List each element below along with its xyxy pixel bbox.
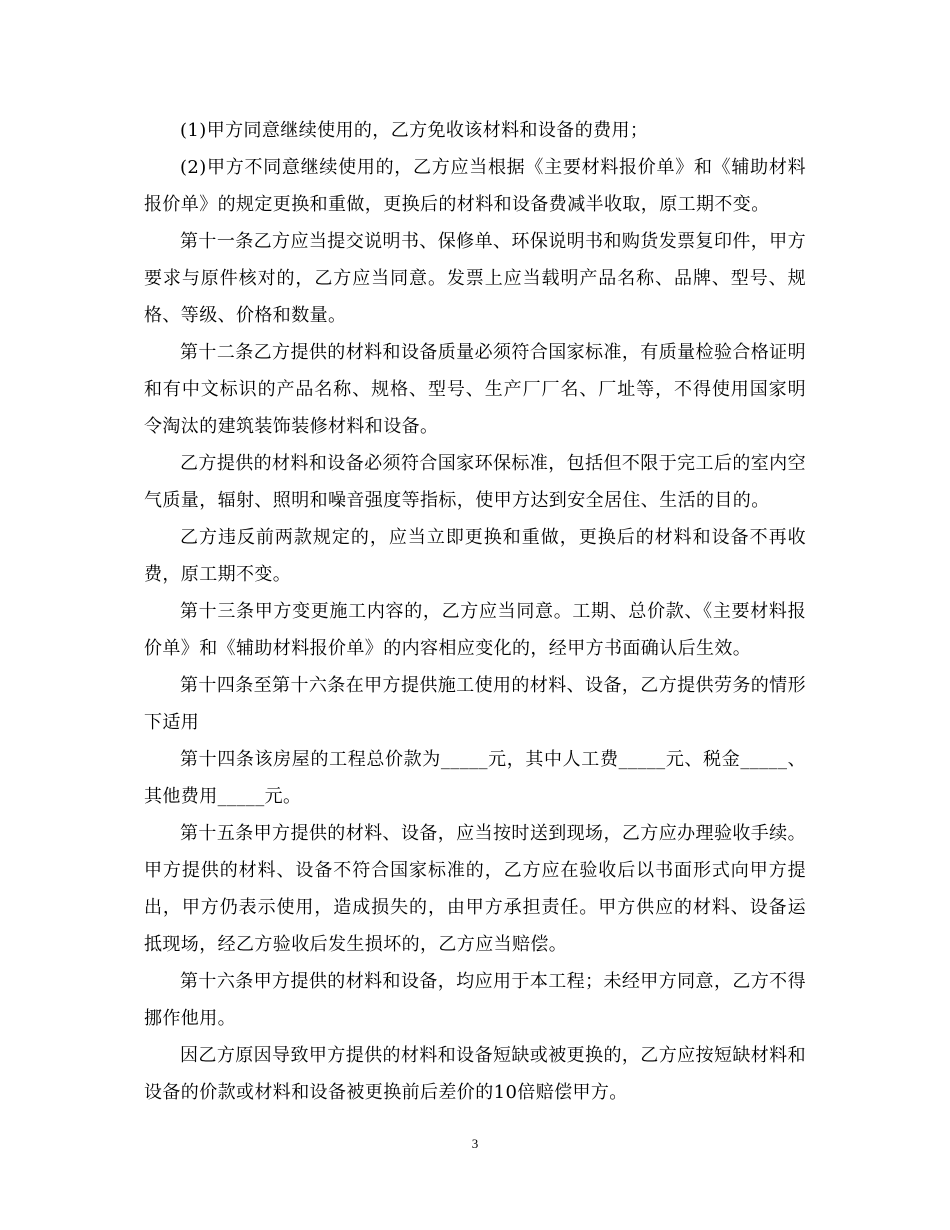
- paragraph: (2)甲方不同意继续使用的，乙方应当根据《主要材料报价单》和《辅助材料报价单》的规定更换和重做，更换后的材料和设备费减半收取，原工期不变。: [144, 157, 806, 215]
- paragraph: 第十五条甲方提供的材料、设备，应当按时送到现场，乙方应办理验收手续。甲方提供的材料、设备不符合国家标准的，乙方应在验收后以书面形式向甲方提出，甲方仍表示使用，造成损失的，由甲方承担责任。甲方供应的材料、设备运抵现场，经乙方验收后发生损坏的，乙方应当赔偿。: [144, 823, 806, 955]
- paragraph: 乙方提供的材料和设备必须符合国家环保标准，包括但不限于完工后的室内空气质量，辐射、照明和噪音强度等指标，使甲方达到安全居住、生活的目的。: [144, 453, 806, 511]
- paragraph: 因乙方原因导致甲方提供的材料和设备短缺或被更换的，乙方应按短缺材料和设备的价款或材料和设备被更换前后差价的10倍赔偿甲方。: [144, 1045, 806, 1103]
- document-body: [144, 112, 806, 1111]
- paragraph: (1)甲方同意继续使用的，乙方免收该材料和设备的费用；: [180, 120, 649, 141]
- paragraph: 乙方违反前两款规定的，应当立即更换和重做，更换后的材料和设备不再收费，原工期不变。: [144, 527, 806, 585]
- paragraph: 第十一条乙方应当提交说明书、保修单、环保说明书和购货发票复印件，甲方要求与原件核对的，乙方应当同意。发票上应当载明产品名称、品牌、型号、规格、等级、价格和数量。: [144, 231, 806, 326]
- paragraph: 第十三条甲方变更施工内容的，乙方应当同意。工期、总价款、《主要材料报价单》和《辅助材料报价单》的内容相应变化的，经甲方书面确认后生效。: [144, 601, 806, 659]
- page-number: 3: [471, 1136, 479, 1151]
- paragraph: 第十四条该房屋的工程总价款为_____元，其中人工费_____元、税金_____、其他费用_____元。: [144, 749, 806, 807]
- paragraph: 第十六条甲方提供的材料和设备，均应用于本工程；未经甲方同意，乙方不得挪作他用。: [144, 971, 806, 1029]
- paragraph: 第十四条至第十六条在甲方提供施工使用的材料、设备，乙方提供劳务的情形下适用: [144, 675, 806, 733]
- paragraph: 第十二条乙方提供的材料和设备质量必须符合国家标准，有质量检验合格证明和有中文标识的产品名称、规格、型号、生产厂厂名、厂址等，不得使用国家明令淘汰的建筑装饰装修材料和设备。: [144, 342, 806, 437]
